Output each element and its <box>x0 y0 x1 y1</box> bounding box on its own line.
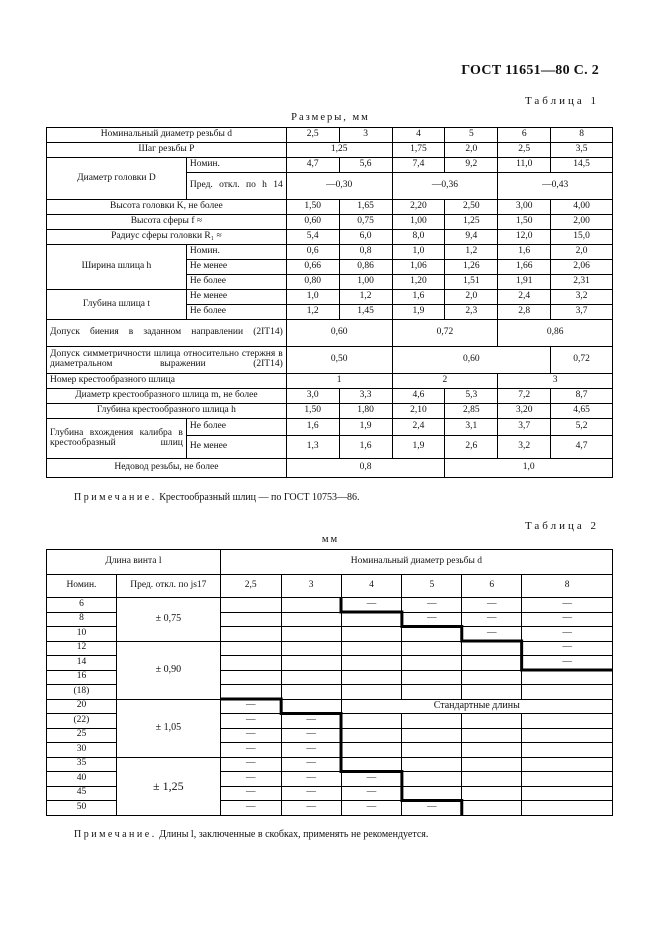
cell: 3,1 <box>445 419 498 436</box>
cell: 1,2 <box>445 245 498 260</box>
value-cell <box>220 685 281 700</box>
cell: 0,80 <box>286 275 339 290</box>
cell: 1,51 <box>445 275 498 290</box>
cell: 2,5 <box>498 143 551 158</box>
note-1-text: Крестообразный шлиц — по ГОСТ 10753—86. <box>156 492 360 503</box>
value-cell <box>220 670 281 685</box>
cell: 0,75 <box>339 215 392 230</box>
row-step <box>47 143 613 158</box>
cell: 3,2 <box>551 290 613 305</box>
value-cell <box>341 612 402 627</box>
value-cell: — <box>522 627 613 642</box>
row-sphere <box>47 215 613 230</box>
value-cell: — <box>402 612 462 627</box>
value-cell: — <box>462 627 522 642</box>
cell: 3,3 <box>339 389 392 404</box>
value-cell <box>462 772 522 787</box>
cell: 1,75 <box>392 143 445 158</box>
value-cell <box>462 743 522 758</box>
value-cell: — <box>220 743 281 758</box>
cell: 2,0 <box>445 290 498 305</box>
value-cell <box>402 627 462 642</box>
value-cell <box>341 728 402 743</box>
cell: 6 <box>498 128 551 143</box>
sub-label: Номин. <box>186 158 286 173</box>
t2-header-row-2 <box>47 575 613 598</box>
value-cell <box>462 728 522 743</box>
diam-cell: 2,5 <box>220 575 281 598</box>
cell: 9,4 <box>445 230 498 245</box>
cell: 1,9 <box>339 419 392 436</box>
length-cell: 12 <box>47 641 117 656</box>
value-cell <box>522 714 613 729</box>
length-cell: 6 <box>47 598 117 613</box>
value-cell <box>402 728 462 743</box>
cell: 5,6 <box>339 158 392 173</box>
value-cell <box>281 670 341 685</box>
cell: 2,4 <box>498 290 551 305</box>
value-cell: — <box>281 772 341 787</box>
value-cell <box>522 685 613 700</box>
cell: 0,86 <box>498 320 613 347</box>
cell: 14,5 <box>551 158 613 173</box>
cell: 12,0 <box>498 230 551 245</box>
value-cell <box>522 670 613 685</box>
cell: 0,8 <box>286 459 445 478</box>
value-cell <box>402 743 462 758</box>
t2-header-row-1 <box>47 550 613 575</box>
value-cell <box>462 801 522 816</box>
cell: 1,65 <box>339 200 392 215</box>
cell: 1,66 <box>498 260 551 275</box>
value-cell: — <box>462 598 522 613</box>
cell: 4 <box>392 128 445 143</box>
value-cell <box>341 656 402 671</box>
length-header: Длина винта l <box>47 550 221 575</box>
cell: 4,7 <box>286 158 339 173</box>
cell: 2,6 <box>445 436 498 459</box>
cell: 1,2 <box>339 290 392 305</box>
cell: 1,50 <box>286 404 339 419</box>
note-2-text: Длины l, заключенные в скобках, применять не рекомендуется. <box>156 829 429 840</box>
value-cell <box>462 641 522 656</box>
sub-label: Не более <box>186 419 286 436</box>
value-cell <box>341 627 402 642</box>
length-cell: (22) <box>47 714 117 729</box>
value-cell <box>522 786 613 801</box>
value-cell <box>402 670 462 685</box>
cell: 1,25 <box>445 215 498 230</box>
value-cell: — <box>281 801 341 816</box>
tolerance-cell: ± 1,05 <box>116 699 220 757</box>
value-cell <box>462 757 522 772</box>
diam-header: Номинальный диаметр резьбы d <box>220 550 612 575</box>
value-cell <box>341 714 402 729</box>
length-cell: 14 <box>47 656 117 671</box>
note-1 <box>74 492 360 503</box>
cell: 2,4 <box>392 419 445 436</box>
cell: 5,2 <box>551 419 613 436</box>
cell: 15,0 <box>551 230 613 245</box>
value-cell: — <box>220 728 281 743</box>
length-cell: 10 <box>47 627 117 642</box>
value-cell: — <box>281 728 341 743</box>
row-gauge-max <box>47 419 613 436</box>
cell: 4,65 <box>551 404 613 419</box>
value-cell <box>522 801 613 816</box>
length-cell: 8 <box>47 612 117 627</box>
row-label: Глубина шлица t <box>47 290 187 320</box>
length-cell: 50 <box>47 801 117 816</box>
cell: 1,00 <box>339 275 392 290</box>
cell: 2,06 <box>551 260 613 275</box>
cell: 1,6 <box>286 419 339 436</box>
cell: 5,4 <box>286 230 339 245</box>
cell: 3,7 <box>551 305 613 320</box>
value-cell <box>522 728 613 743</box>
value-cell <box>462 685 522 700</box>
row-cross-depth <box>47 404 613 419</box>
value-cell <box>402 772 462 787</box>
cell: 8,0 <box>392 230 445 245</box>
sub-label: Пред. откл. по h 14 <box>186 173 286 200</box>
table-row <box>47 757 613 772</box>
cell: 1,06 <box>392 260 445 275</box>
cell: 1,50 <box>498 215 551 230</box>
sub-label: Не менее <box>186 436 286 459</box>
length-cell: 25 <box>47 728 117 743</box>
value-cell <box>220 612 281 627</box>
row-undercut <box>47 459 613 478</box>
cell: 3,0 <box>286 389 339 404</box>
value-cell <box>341 757 402 772</box>
value-cell: — <box>402 598 462 613</box>
length-cell: 45 <box>47 786 117 801</box>
standard-header: ГОСТ 11651—80 С. 2 <box>461 63 599 78</box>
cell: 8 <box>551 128 613 143</box>
row-diameter <box>47 128 613 143</box>
cell: 2,0 <box>551 245 613 260</box>
length-cell: 35 <box>47 757 117 772</box>
cell: 1,0 <box>286 290 339 305</box>
value-cell: — <box>220 757 281 772</box>
standard-lengths-label: Стандартные длины <box>341 699 612 714</box>
length-cell: 16 <box>47 670 117 685</box>
table1 <box>46 127 613 478</box>
cell: 0,72 <box>392 320 498 347</box>
sub-label: Не более <box>186 305 286 320</box>
value-cell <box>462 786 522 801</box>
cell: 3,5 <box>551 143 613 158</box>
value-cell <box>522 743 613 758</box>
cell: 1,9 <box>392 436 445 459</box>
value-cell <box>341 743 402 758</box>
diam-cell: 4 <box>341 575 402 598</box>
value-cell: — <box>281 757 341 772</box>
note-1-prefix: Примечание. <box>74 492 157 503</box>
sub-label: Номин. <box>186 245 286 260</box>
cell: 4,7 <box>551 436 613 459</box>
length-cell: 40 <box>47 772 117 787</box>
value-cell: — <box>220 772 281 787</box>
value-cell <box>462 656 522 671</box>
value-cell <box>281 685 341 700</box>
cell: 7,2 <box>498 389 551 404</box>
cell: 1,45 <box>339 305 392 320</box>
value-cell: — <box>522 612 613 627</box>
cell: 1,26 <box>445 260 498 275</box>
value-cell <box>402 656 462 671</box>
cell: 3,20 <box>498 404 551 419</box>
diam-cell: 5 <box>402 575 462 598</box>
diam-cell: 6 <box>462 575 522 598</box>
table2-caption: Таблица 2 <box>524 520 599 532</box>
note-2 <box>74 829 428 840</box>
row-symmetry <box>47 347 613 374</box>
row-runout <box>47 320 613 347</box>
value-cell <box>402 641 462 656</box>
value-cell <box>220 598 281 613</box>
value-cell: — <box>281 714 341 729</box>
row-label: Номинальный диаметр резьбы d <box>47 128 287 143</box>
cell: 1,0 <box>392 245 445 260</box>
cell: 1,9 <box>392 305 445 320</box>
value-cell <box>220 641 281 656</box>
table2-units: мм <box>321 534 340 545</box>
table-row <box>47 641 613 656</box>
table1-caption: Таблица 1 <box>524 95 599 107</box>
cell: 1,2 <box>286 305 339 320</box>
tol-header: Пред. откл. по js17 <box>116 575 220 598</box>
value-cell <box>402 786 462 801</box>
cell: 0,60 <box>286 320 392 347</box>
row-label: Высота сферы f ≈ <box>47 215 287 230</box>
cell: 2,10 <box>392 404 445 419</box>
value-cell <box>281 656 341 671</box>
value-cell: — <box>281 786 341 801</box>
cell: 2,50 <box>445 200 498 215</box>
table-row <box>47 699 613 714</box>
value-cell <box>462 714 522 729</box>
cell: 2,8 <box>498 305 551 320</box>
sub-label: Не менее <box>186 260 286 275</box>
cell: 1,0 <box>445 459 613 478</box>
sub-label: Не менее <box>186 290 286 305</box>
length-cell: 20 <box>47 699 117 714</box>
cell: 2,5 <box>286 128 339 143</box>
cell: 1,3 <box>286 436 339 459</box>
value-cell <box>402 685 462 700</box>
sub-label: Не более <box>186 275 286 290</box>
cell: 0,60 <box>392 347 551 374</box>
tolerance-cell: ± 0,90 <box>116 641 220 699</box>
cell: 3,7 <box>498 419 551 436</box>
value-cell <box>281 598 341 613</box>
row-label: Шаг резьбы P <box>47 143 287 158</box>
value-cell <box>220 656 281 671</box>
diam-cell: 8 <box>522 575 613 598</box>
value-cell <box>281 699 341 714</box>
cell: 1,91 <box>498 275 551 290</box>
cell: —0,36 <box>392 173 498 200</box>
cell: 3,2 <box>498 436 551 459</box>
cell: 1,50 <box>286 200 339 215</box>
value-cell <box>402 757 462 772</box>
cell: 2,3 <box>445 305 498 320</box>
cell: 5,3 <box>445 389 498 404</box>
value-cell: — <box>220 801 281 816</box>
cell: 0,72 <box>551 347 613 374</box>
cell: 1,20 <box>392 275 445 290</box>
row-label: Диаметр головки D <box>47 158 187 200</box>
cell: —0,43 <box>498 173 613 200</box>
length-cell: 30 <box>47 743 117 758</box>
row-label: Номер крестообразного шлица <box>47 374 287 389</box>
value-cell: — <box>341 801 402 816</box>
note-2-prefix: Примечание. <box>74 829 157 840</box>
cell: 1,6 <box>498 245 551 260</box>
cell: 0,8 <box>339 245 392 260</box>
row-label: Радиус сферы головки R₁ ≈ <box>47 230 287 245</box>
cell: 11,0 <box>498 158 551 173</box>
table1-units: Размеры, мм <box>291 112 370 123</box>
row-label: Ширина шлица h <box>47 245 187 290</box>
value-cell: — <box>522 656 613 671</box>
value-cell <box>281 612 341 627</box>
cell: 8,7 <box>551 389 613 404</box>
cell: 3 <box>339 128 392 143</box>
diam-cell: 3 <box>281 575 341 598</box>
cell: 5 <box>445 128 498 143</box>
cell: 1,6 <box>339 436 392 459</box>
value-cell: — <box>220 714 281 729</box>
row-head-nom <box>47 158 613 173</box>
row-label: Допуск симметричности шлица относительно стержня в диаметральном выражении (2IT14) <box>47 347 287 374</box>
cell: 6,0 <box>339 230 392 245</box>
cell: 1,00 <box>392 215 445 230</box>
value-cell: — <box>281 743 341 758</box>
cell: 0,6 <box>286 245 339 260</box>
value-cell <box>220 627 281 642</box>
cell: 1,80 <box>339 404 392 419</box>
row-label: Высота головки K, не более <box>47 200 287 215</box>
row-label: Допуск биения в заданном направлении (2IT14) <box>47 320 287 347</box>
table2 <box>46 549 613 816</box>
row-slot-width-nom <box>47 245 613 260</box>
cell: 2,0 <box>445 143 498 158</box>
cell: 9,2 <box>445 158 498 173</box>
cell: —0,30 <box>286 173 392 200</box>
row-label: Глубина вхождения калибра в крестообразный шлиц <box>47 419 187 459</box>
cell: 0,86 <box>339 260 392 275</box>
value-cell: — <box>341 772 402 787</box>
cell: 0,60 <box>286 215 339 230</box>
cell: 7,4 <box>392 158 445 173</box>
value-cell: — <box>462 612 522 627</box>
tolerance-cell: ± 0,75 <box>116 598 220 642</box>
nom-header: Номин. <box>47 575 117 598</box>
cell: 2,20 <box>392 200 445 215</box>
value-cell: — <box>341 786 402 801</box>
value-cell <box>402 714 462 729</box>
cell: 2,31 <box>551 275 613 290</box>
value-cell <box>462 670 522 685</box>
value-cell: — <box>220 699 281 714</box>
value-cell: — <box>402 801 462 816</box>
value-cell: — <box>220 786 281 801</box>
tolerance-cell: ± 1,25 <box>116 757 220 815</box>
cell: 4,6 <box>392 389 445 404</box>
row-radius <box>47 230 613 245</box>
cell: 1,6 <box>392 290 445 305</box>
value-cell: — <box>341 598 402 613</box>
row-height <box>47 200 613 215</box>
cell: 0,50 <box>286 347 392 374</box>
table-row <box>47 598 613 613</box>
cell: 1 <box>286 374 392 389</box>
row-slot-depth-min <box>47 290 613 305</box>
value-cell: — <box>522 598 613 613</box>
length-cell: (18) <box>47 685 117 700</box>
row-cross-diam <box>47 389 613 404</box>
value-cell <box>522 772 613 787</box>
row-label: Недовод резьбы, не более <box>47 459 287 478</box>
value-cell <box>281 641 341 656</box>
cell: 0,66 <box>286 260 339 275</box>
row-label: Диаметр крестообразного шлица m, не более <box>47 389 287 404</box>
cell: 4,00 <box>551 200 613 215</box>
row-cross-no <box>47 374 613 389</box>
value-cell <box>341 685 402 700</box>
cell: 3 <box>498 374 613 389</box>
value-cell: — <box>522 641 613 656</box>
value-cell <box>522 757 613 772</box>
value-cell <box>341 670 402 685</box>
cell: 1,25 <box>286 143 392 158</box>
value-cell <box>341 641 402 656</box>
row-label: Глубина крестообразного шлица h <box>47 404 287 419</box>
cell: 3,00 <box>498 200 551 215</box>
value-cell <box>281 627 341 642</box>
cell: 2,00 <box>551 215 613 230</box>
cell: 2,85 <box>445 404 498 419</box>
cell: 2 <box>392 374 498 389</box>
